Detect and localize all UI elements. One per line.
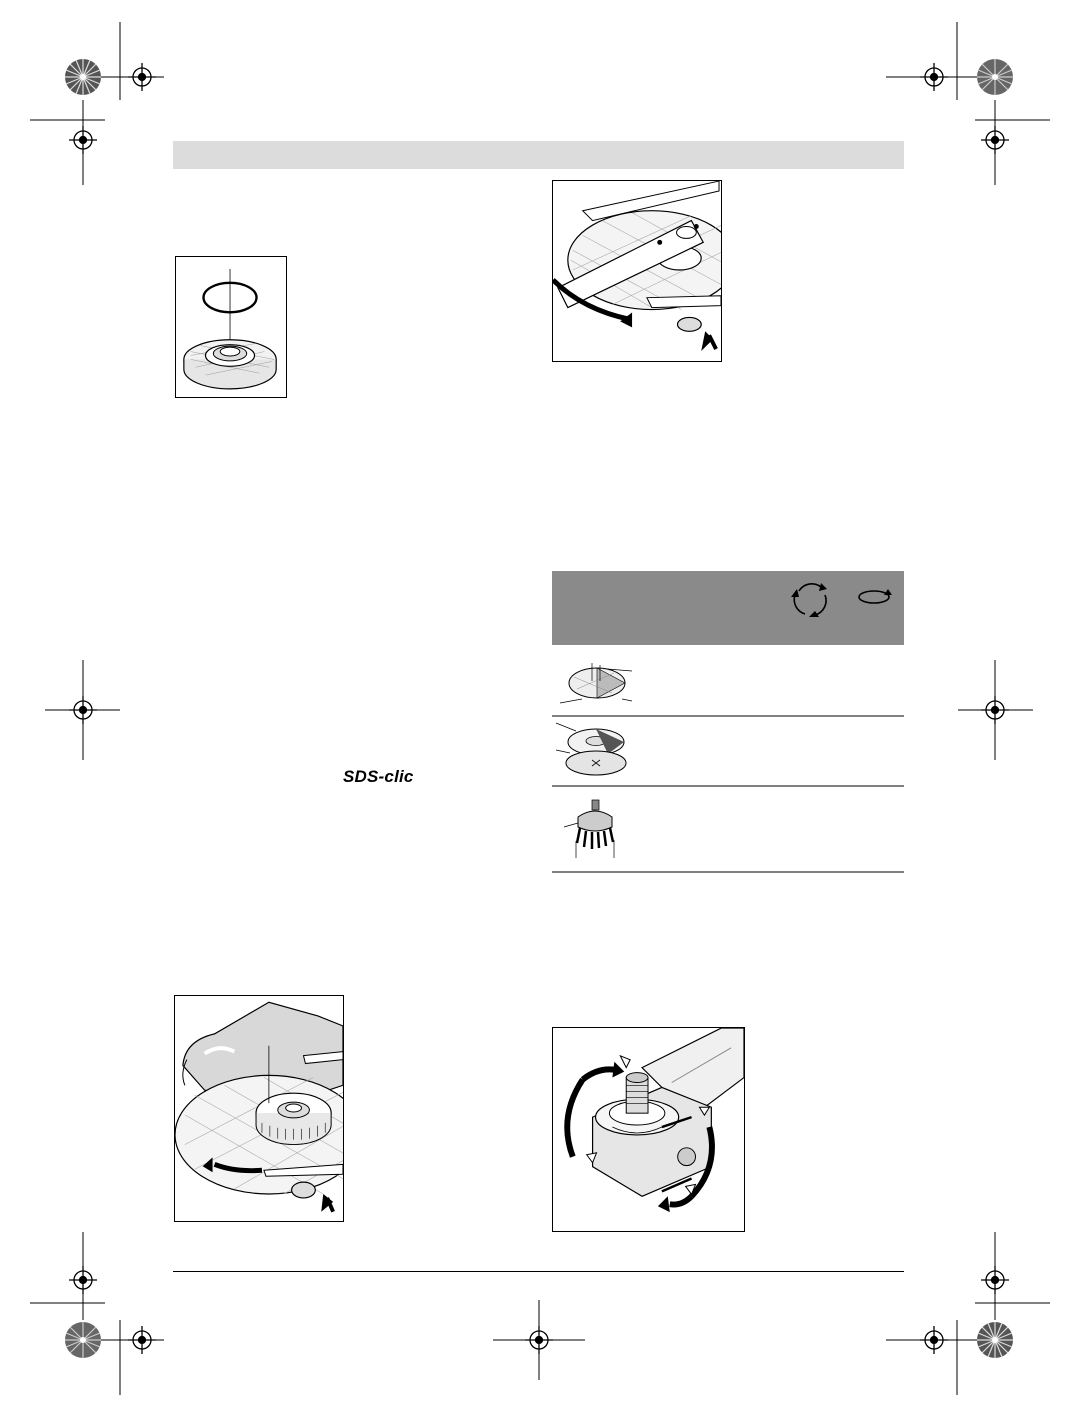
sds-clic-logo	[343, 767, 414, 787]
registration-mark	[981, 1266, 1009, 1294]
figure-gear-head-rotation	[552, 1027, 745, 1232]
registration-mark	[920, 63, 948, 91]
registration-mark	[920, 1326, 948, 1354]
registration-mark	[525, 1326, 553, 1354]
page-header-bar	[173, 141, 904, 169]
accessory-table	[552, 645, 904, 873]
accessory-table-header	[552, 571, 904, 645]
registration-mark	[981, 696, 1009, 724]
grinding-disc-icon	[556, 723, 626, 775]
recycle-icon	[791, 583, 827, 617]
wire-cup-brush-icon	[564, 800, 614, 858]
registration-mark	[69, 126, 97, 154]
registration-mark	[128, 1326, 156, 1354]
color-wheel	[977, 1322, 1013, 1358]
registration-mark	[128, 63, 156, 91]
rotation-direction-icon	[859, 589, 892, 603]
registration-mark	[69, 1266, 97, 1294]
registration-mark	[981, 126, 1009, 154]
registration-mark	[69, 696, 97, 724]
sds-clic-logo-text: SDS-clic	[343, 767, 414, 786]
color-wheel	[65, 1322, 101, 1358]
color-wheel	[65, 59, 101, 95]
figure-flange-ring	[175, 256, 287, 398]
figure-spanner-disc	[552, 180, 722, 362]
figure-hand-spindle-lock	[174, 995, 344, 1222]
color-wheel	[977, 59, 1013, 95]
footer-rule	[173, 1271, 904, 1272]
cutting-disc-icon	[560, 663, 632, 703]
